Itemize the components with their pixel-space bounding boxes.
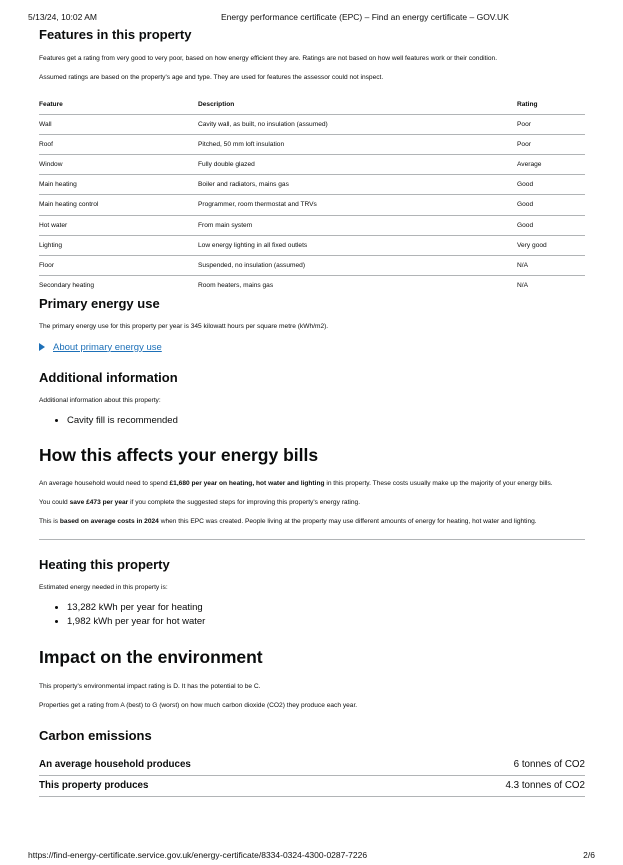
description-cell: Programmer, room thermostat and TRVs (198, 195, 517, 215)
description-cell: Low energy lighting in all fixed outlets (198, 235, 517, 255)
carbon-row (39, 755, 585, 776)
energy-bills-p2: You could save £473 per year if you complete the suggested steps for improving this property's energy rating. (39, 499, 361, 507)
feature-cell: Lighting (39, 235, 198, 255)
feature-cell: Floor (39, 255, 198, 275)
heating-intro: Estimated energy needed in this property is: (39, 583, 168, 591)
carbon-label: This property produces (39, 780, 149, 792)
energy-bills-p3: This is based on average costs in 2024 when this EPC was created. People living at the property may use different amounts of energy for heating, hot water and lighting. (39, 518, 537, 526)
description-cell: Room heaters, mains gas (198, 282, 274, 290)
description-cell: Pitched, 50 mm loft insulation (198, 134, 517, 154)
feature-cell: Secondary heating (39, 282, 94, 290)
description-cell: From main system (198, 215, 517, 235)
column-header-rating: Rating (517, 95, 585, 115)
table-row (39, 276, 585, 296)
column-header-description: Description (198, 95, 517, 115)
carbon-label: An average household produces (39, 759, 191, 771)
additional-info-list (39, 414, 585, 428)
environment-p1: This property's environmental impact rating is D. It has the potential to be C. (39, 683, 261, 691)
carbon-value: 6 tonnes of CO2 (513, 759, 585, 771)
print-datetime: 5/13/24, 10:02 AM (28, 12, 97, 22)
print-title: Energy performance certificate (EPC) – Find an energy certificate – GOV.UK (221, 12, 509, 22)
section-divider (39, 539, 585, 540)
table-row (39, 114, 585, 134)
carbon-list (39, 755, 585, 797)
about-primary-energy-link[interactable]: About primary energy use (53, 341, 162, 353)
table-row (39, 175, 585, 195)
table-row (39, 154, 585, 174)
carbon-value: 4.3 tonnes of CO2 (505, 780, 585, 792)
primary-energy-details[interactable] (39, 342, 585, 353)
rating-cell: N/A (517, 282, 528, 290)
features-intro-2: Assumed ratings are based on the property's age and type. They are used for features the assessor could not inspect. (39, 74, 384, 82)
heating-list (39, 601, 585, 629)
feature-cell: Wall (39, 114, 198, 134)
additional-info-heading: Additional information (39, 369, 178, 385)
print-footer (28, 850, 595, 862)
table-row (39, 195, 585, 215)
description-cell: Cavity wall, as built, no insulation (assumed) (198, 114, 517, 134)
list-item: • 13,282 kWh per year for heating (67, 601, 585, 615)
rating-cell: Average (517, 154, 585, 174)
print-header (28, 12, 595, 24)
table-row (39, 215, 585, 235)
rating-cell: Good (517, 215, 585, 235)
carbon-heading: Carbon emissions (39, 727, 152, 743)
list-item: • Cavity fill is recommended (67, 414, 585, 428)
table-row (39, 235, 585, 255)
feature-cell: Roof (39, 134, 198, 154)
description-cell: Suspended, no insulation (assumed) (198, 255, 517, 275)
feature-cell: Hot water (39, 215, 198, 235)
list-item: • 1,982 kWh per year for hot water (67, 615, 585, 629)
table-row (39, 255, 585, 275)
main-content (39, 24, 585, 797)
triangle-right-icon (39, 343, 45, 351)
print-url: https://find-energy-certificate.service.gov.uk/energy-certificate/8334-0324-4300-0287-7226 (28, 850, 368, 860)
features-heading: Features in this property (39, 27, 192, 42)
feature-cell: Main heating control (39, 195, 198, 215)
feature-cell: Main heating (39, 175, 198, 195)
heating-heading: Heating this property (39, 556, 170, 572)
column-header-feature: Feature (39, 95, 198, 115)
rating-cell: Poor (517, 134, 585, 154)
energy-bills-heading: How this affects your energy bills (39, 444, 319, 465)
features-intro-1: Features get a rating from very good to very poor, based on how energy efficient they are. Ratings are not based on how well features work or their condition. (39, 55, 498, 62)
carbon-row (39, 776, 585, 797)
energy-bills-p1: An average household would need to spend £1,680 per year on heating, hot water and lighting in this property. These costs usually make up the majority of your energy bills. (39, 479, 553, 487)
additional-info-intro: Additional information about this property: (39, 396, 161, 404)
rating-cell: Very good (517, 235, 585, 255)
feature-cell: Window (39, 154, 198, 174)
rating-cell: Good (517, 175, 585, 195)
environment-heading: Impact on the environment (39, 647, 263, 668)
primary-energy-heading: Primary energy use (39, 296, 160, 312)
environment-p2: Properties get a rating from A (best) to G (worst) on how much carbon dioxide (CO2) they produce each year. (39, 702, 358, 710)
print-page-number: 2/6 (583, 850, 595, 860)
description-cell: Boiler and radiators, mains gas (198, 175, 517, 195)
rating-cell: Poor (517, 114, 585, 134)
rating-cell: N/A (517, 255, 585, 275)
primary-energy-text: The primary energy use for this property per year is 345 kilowatt hours per square metre (kWh/m2). (39, 323, 329, 331)
table-row (39, 134, 585, 154)
description-cell: Fully double glazed (198, 154, 517, 174)
rating-cell: Good (517, 195, 585, 215)
features-table-header (39, 95, 585, 115)
features-table (39, 95, 585, 296)
